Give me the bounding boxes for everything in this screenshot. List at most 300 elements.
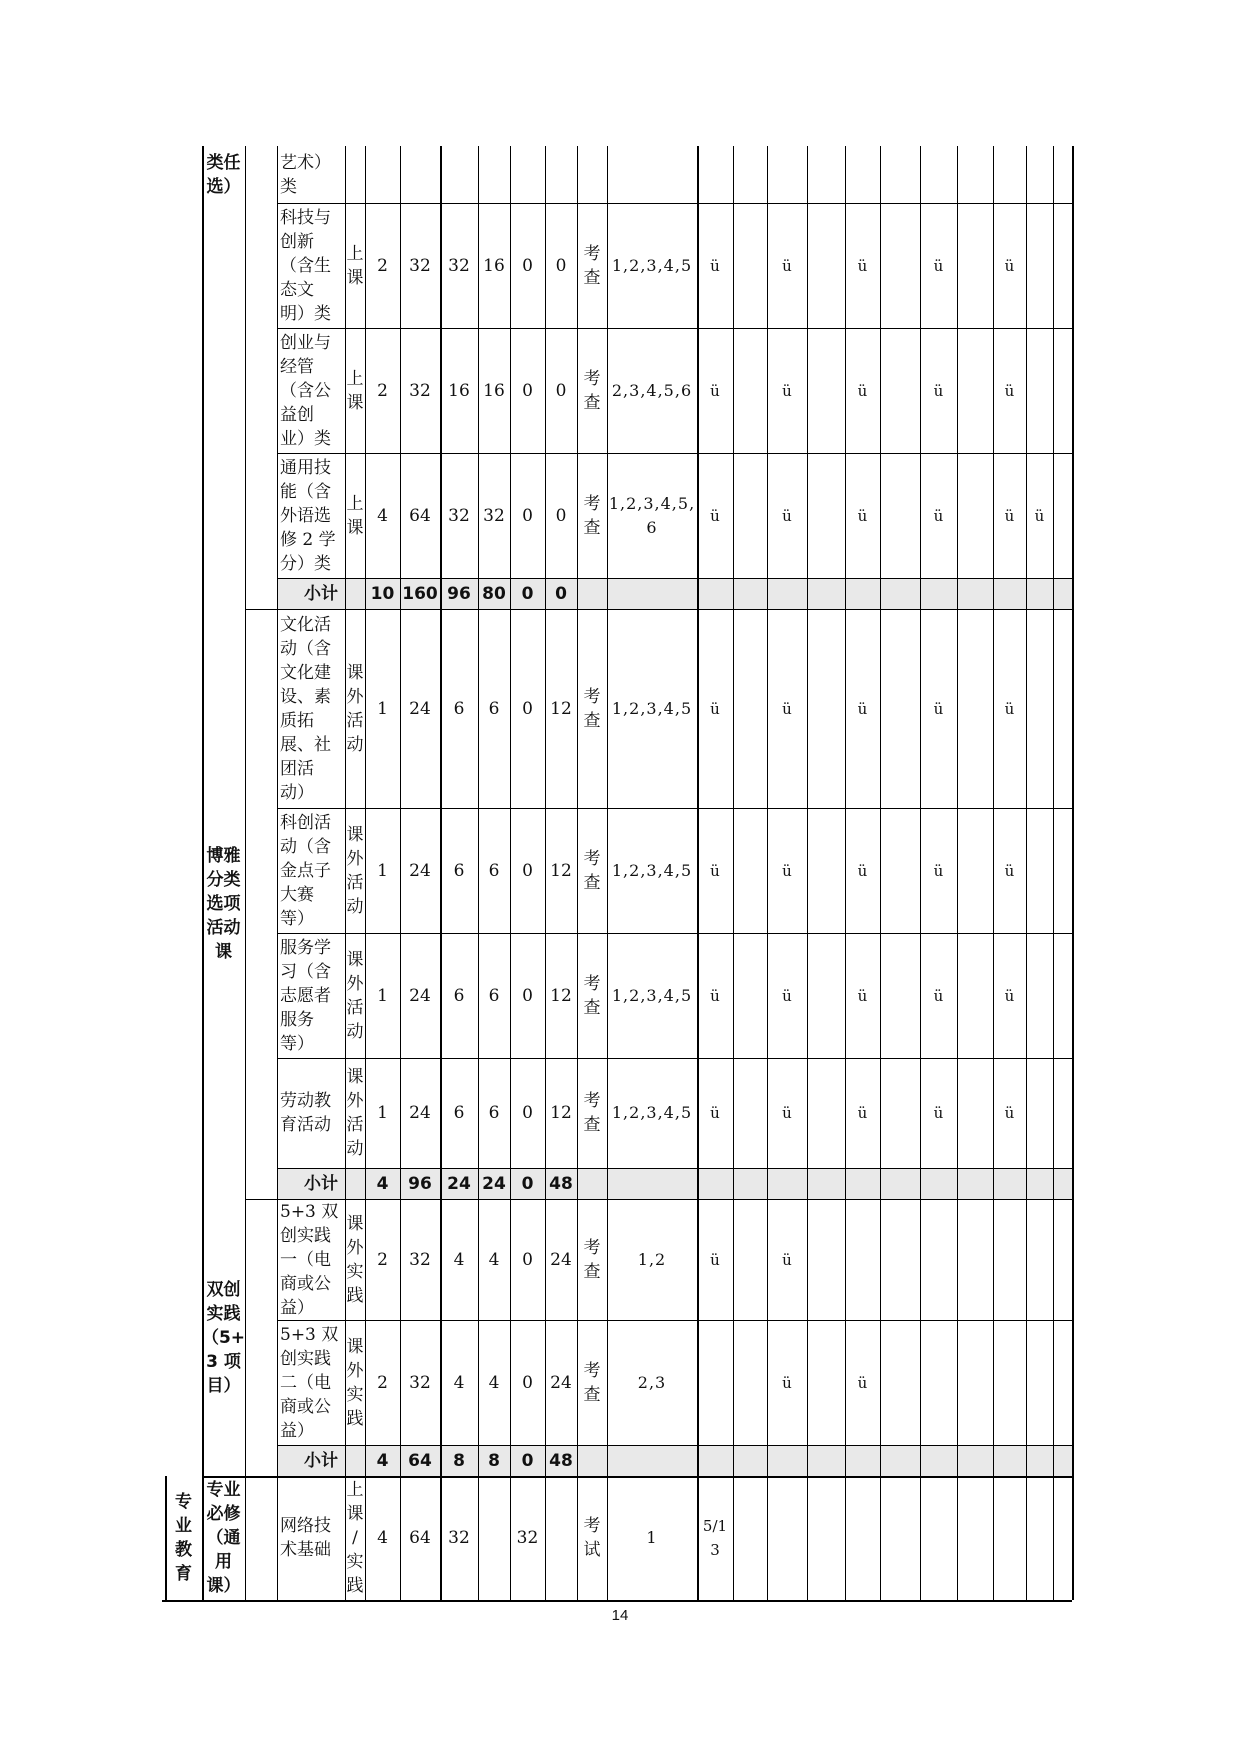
subtotal-label bbox=[277, 1445, 365, 1476]
course-lecture-hours bbox=[440, 808, 478, 933]
subtotal-practice bbox=[478, 578, 510, 609]
course-assessment-text: 考 查 bbox=[583, 1360, 601, 1405]
course-extra-hours bbox=[545, 328, 577, 453]
subtotal-label bbox=[277, 578, 365, 609]
course-name bbox=[277, 453, 345, 578]
grid-line-v bbox=[957, 146, 958, 1600]
semester-mark-text: ü bbox=[1004, 506, 1015, 525]
course-lecture-hours-text: 6 bbox=[453, 698, 465, 719]
course-extra-hours bbox=[545, 1199, 577, 1320]
course-practice-hours-text: 16 bbox=[483, 255, 505, 276]
course-extra-hours bbox=[545, 933, 577, 1058]
semester-mark bbox=[920, 453, 957, 578]
course-credits bbox=[365, 1320, 400, 1445]
course-hours bbox=[400, 609, 440, 808]
course-hours-text: 24 bbox=[409, 698, 431, 719]
course-terms bbox=[607, 328, 697, 453]
course-type bbox=[345, 453, 365, 578]
course-name-text: 科技与 创新 （含生 态文 明）类 bbox=[280, 207, 331, 324]
course-terms-text: 1,2 bbox=[637, 1249, 667, 1269]
course-type bbox=[345, 1058, 365, 1168]
category-top-fragment-text: 类任 选） bbox=[206, 152, 241, 197]
subtotal-practice-text: 80 bbox=[482, 583, 506, 604]
semester-mark-text: ü bbox=[710, 256, 720, 275]
subtotal-label-text: 小计 bbox=[304, 583, 338, 604]
semester-mark bbox=[697, 1199, 733, 1320]
semester-mark-text: ü bbox=[857, 1104, 868, 1122]
grid-line-v bbox=[807, 146, 808, 1600]
subtotal-practice-text: 8 bbox=[488, 1450, 500, 1471]
course-lab-hours-text: 0 bbox=[522, 860, 533, 881]
course-credits-text: 2 bbox=[377, 380, 388, 401]
course-credits-text: 4 bbox=[377, 505, 388, 526]
course-assessment bbox=[577, 203, 607, 328]
semester-mark-text: ü bbox=[782, 861, 792, 880]
course-credits-text: 1 bbox=[377, 860, 388, 881]
course-hours bbox=[400, 1199, 440, 1320]
subtotal-credits bbox=[365, 1168, 400, 1199]
course-lab-hours-text: 0 bbox=[522, 1103, 533, 1123]
course-name bbox=[277, 328, 345, 453]
course-credits bbox=[365, 808, 400, 933]
course-practice-hours-text: 6 bbox=[488, 860, 500, 881]
subtotal-label bbox=[277, 1168, 365, 1199]
subtotal-practice-text: 24 bbox=[482, 1173, 506, 1194]
course-lab-hours bbox=[510, 146, 545, 203]
subtotal-lab-text: 0 bbox=[521, 1173, 534, 1194]
subtotal-label-text: 小计 bbox=[304, 1450, 338, 1471]
course-hours-text: 32 bbox=[409, 255, 431, 276]
subtotal-lab-text: 0 bbox=[521, 1450, 534, 1471]
course-hours-text: 32 bbox=[409, 1372, 431, 1393]
semester-mark bbox=[845, 203, 880, 328]
course-lecture-hours-text: 32 bbox=[448, 255, 470, 276]
course-assessment-text: 考 查 bbox=[583, 1237, 601, 1282]
subtotal-lecture-text: 8 bbox=[453, 1450, 465, 1471]
course-hours bbox=[400, 1058, 440, 1168]
semester-mark-text: ü bbox=[933, 699, 944, 718]
semester-mark bbox=[767, 933, 807, 1058]
course-terms bbox=[607, 1476, 697, 1600]
semester-mark-text: 5/1 3 bbox=[702, 1517, 728, 1559]
semester-mark-text: ü bbox=[857, 506, 868, 525]
course-practice-hours bbox=[478, 933, 510, 1058]
course-extra-hours bbox=[545, 1058, 577, 1168]
category-zhuanye bbox=[165, 1476, 202, 1600]
semester-mark-text: ü bbox=[782, 1250, 792, 1269]
course-type bbox=[345, 808, 365, 933]
course-name-text: 艺术） 类 bbox=[280, 152, 331, 197]
semester-mark bbox=[767, 808, 807, 933]
course-hours bbox=[400, 203, 440, 328]
semester-mark-text: ü bbox=[1004, 699, 1015, 718]
semester-mark-text: ü bbox=[857, 986, 868, 1005]
grid-line-v bbox=[733, 146, 734, 1600]
course-lab-hours bbox=[510, 1058, 545, 1168]
course-lab-hours bbox=[510, 1476, 545, 1600]
course-type-text: 上 课 / 实 践 bbox=[346, 1480, 364, 1596]
course-extra-hours bbox=[545, 203, 577, 328]
course-terms bbox=[607, 609, 697, 808]
semester-mark bbox=[993, 328, 1026, 453]
semester-mark-text: ü bbox=[710, 381, 720, 400]
course-name bbox=[277, 1058, 345, 1168]
subtotal-extra-text: 48 bbox=[549, 1450, 573, 1471]
course-terms-text: 1,2,3,4,5 bbox=[611, 255, 693, 275]
semester-mark bbox=[697, 808, 733, 933]
course-lab-hours bbox=[510, 203, 545, 328]
course-credits bbox=[365, 609, 400, 808]
course-terms bbox=[607, 808, 697, 933]
course-lab-hours bbox=[510, 1320, 545, 1445]
subtotal-hours bbox=[400, 1445, 440, 1476]
course-type-text: 课 外 活 动 bbox=[346, 662, 364, 755]
semester-mark bbox=[767, 328, 807, 453]
subtotal-hours-text: 96 bbox=[408, 1173, 432, 1194]
semester-mark-text: ü bbox=[933, 986, 944, 1005]
semester-mark-text: ü bbox=[933, 861, 944, 880]
course-practice-hours-text: 6 bbox=[488, 985, 500, 1006]
grid-line-v bbox=[1053, 146, 1054, 1600]
course-extra-hours-text: 12 bbox=[550, 860, 572, 881]
course-name bbox=[277, 933, 345, 1058]
course-lecture-hours-text: 16 bbox=[448, 380, 470, 401]
semester-mark bbox=[845, 609, 880, 808]
course-credits bbox=[365, 328, 400, 453]
course-practice-hours bbox=[478, 203, 510, 328]
course-type bbox=[345, 1476, 365, 1600]
subtotal-hours-text: 64 bbox=[408, 1450, 432, 1471]
course-name-text: 文化活 动（含 文化建 设、素 质拓 展、社 团活 动） bbox=[280, 614, 331, 803]
semester-mark bbox=[920, 609, 957, 808]
course-name-text: 服务学 习（含 志愿者 服务 等） bbox=[280, 937, 331, 1054]
semester-mark-text: ü bbox=[710, 699, 720, 718]
semester-mark-text: ü bbox=[710, 861, 720, 880]
subtotal-lecture-text: 96 bbox=[447, 583, 471, 604]
course-practice-hours bbox=[478, 328, 510, 453]
subtotal-label-text: 小计 bbox=[304, 1173, 338, 1194]
course-type bbox=[345, 203, 365, 328]
semester-mark bbox=[767, 1199, 807, 1320]
semester-mark bbox=[767, 1058, 807, 1168]
course-credits-text: 4 bbox=[377, 1528, 388, 1548]
subtotal-extra bbox=[545, 578, 577, 609]
course-practice-hours-text: 6 bbox=[488, 1103, 500, 1123]
course-type bbox=[345, 328, 365, 453]
course-hours bbox=[400, 808, 440, 933]
course-assessment bbox=[577, 328, 607, 453]
semester-mark bbox=[697, 1058, 733, 1168]
semester-mark-text: ü bbox=[1004, 256, 1015, 275]
course-hours bbox=[400, 328, 440, 453]
course-assessment bbox=[577, 609, 607, 808]
course-lecture-hours bbox=[440, 146, 478, 203]
subtotal-extra-text: 48 bbox=[549, 1173, 573, 1194]
category-boya-text: 博雅 分类 选项 活动 课 bbox=[206, 846, 241, 962]
subtotal-lecture bbox=[440, 578, 478, 609]
category-boya bbox=[202, 609, 245, 1199]
course-extra-hours-text: 0 bbox=[555, 380, 567, 401]
semester-mark-text: ü bbox=[1004, 861, 1015, 880]
course-hours bbox=[400, 933, 440, 1058]
subtotal-lecture bbox=[440, 1445, 478, 1476]
course-terms bbox=[607, 1058, 697, 1168]
semester-mark-text: ü bbox=[782, 1104, 792, 1122]
subtotal-extra bbox=[545, 1445, 577, 1476]
course-lab-hours-text: 0 bbox=[522, 1249, 533, 1270]
course-credits bbox=[365, 933, 400, 1058]
course-terms-text: 1,2,3,4,5 bbox=[611, 985, 693, 1005]
semester-mark bbox=[697, 1476, 733, 1600]
course-lecture-hours bbox=[440, 609, 478, 808]
course-lecture-hours-text: 4 bbox=[453, 1372, 465, 1393]
course-practice-hours bbox=[478, 453, 510, 578]
course-credits-text: 2 bbox=[377, 1372, 388, 1393]
course-assessment-text: 考 查 bbox=[583, 973, 601, 1018]
course-assessment-text: 考 查 bbox=[583, 848, 601, 893]
course-type-text: 上 课 bbox=[346, 493, 364, 538]
grid-line-v bbox=[245, 146, 246, 1600]
semester-mark bbox=[920, 328, 957, 453]
course-practice-hours bbox=[478, 1199, 510, 1320]
course-assessment bbox=[577, 146, 607, 203]
course-lab-hours bbox=[510, 453, 545, 578]
course-name-text: 5+3 双 创实践 一（电 商或公 益） bbox=[280, 1201, 339, 1318]
course-type bbox=[345, 146, 365, 203]
category-shuangchuang bbox=[202, 1199, 245, 1476]
course-practice-hours-text: 4 bbox=[488, 1372, 500, 1393]
semester-mark-text: ü bbox=[782, 699, 792, 718]
semester-mark bbox=[697, 328, 733, 453]
semester-mark bbox=[920, 1058, 957, 1168]
course-lab-hours-text: 0 bbox=[522, 698, 533, 719]
subtotal-credits-text: 4 bbox=[376, 1450, 389, 1471]
course-lab-hours bbox=[510, 1199, 545, 1320]
semester-mark bbox=[993, 453, 1026, 578]
course-lecture-hours-text: 4 bbox=[453, 1249, 465, 1270]
course-type-text: 课 外 实 践 bbox=[346, 1336, 364, 1429]
course-name bbox=[277, 808, 345, 933]
course-practice-hours bbox=[478, 1476, 510, 1600]
course-extra-hours bbox=[545, 453, 577, 578]
course-terms-text: 2,3 bbox=[637, 1372, 667, 1392]
course-credits-text: 1 bbox=[377, 698, 388, 719]
course-lab-hours bbox=[510, 609, 545, 808]
course-assessment bbox=[577, 1476, 607, 1600]
course-assessment bbox=[577, 1199, 607, 1320]
course-type bbox=[345, 933, 365, 1058]
course-terms bbox=[607, 146, 697, 203]
course-hours-text: 24 bbox=[409, 860, 431, 881]
semester-mark-text: ü bbox=[782, 256, 792, 275]
course-practice-hours-text: 32 bbox=[483, 505, 505, 526]
course-practice-hours bbox=[478, 609, 510, 808]
course-extra-hours-text: 0 bbox=[555, 255, 567, 276]
semester-mark bbox=[993, 808, 1026, 933]
semester-mark bbox=[845, 1320, 880, 1445]
course-terms-text: 1,2,3,4,5, 6 bbox=[608, 493, 696, 537]
semester-mark-text: ü bbox=[710, 506, 720, 525]
course-lab-hours-text: 0 bbox=[522, 985, 533, 1006]
course-credits-text: 1 bbox=[377, 1103, 388, 1123]
course-extra-hours-text: 12 bbox=[550, 1103, 572, 1123]
course-credits bbox=[365, 1476, 400, 1600]
semester-mark-text: ü bbox=[710, 1104, 720, 1122]
category-top-fragment bbox=[202, 146, 245, 203]
course-hours bbox=[400, 1320, 440, 1445]
subtotal-lecture bbox=[440, 1168, 478, 1199]
subtotal-extra-text: 0 bbox=[555, 583, 567, 604]
course-lecture-hours bbox=[440, 203, 478, 328]
course-lecture-hours-text: 6 bbox=[453, 985, 465, 1006]
course-extra-hours-text: 24 bbox=[550, 1372, 572, 1393]
course-terms bbox=[607, 203, 697, 328]
subtotal-credits-text: 4 bbox=[376, 1173, 389, 1194]
course-lab-hours-text: 0 bbox=[522, 380, 533, 401]
course-lecture-hours-text: 32 bbox=[448, 1528, 470, 1548]
course-type-text: 上 课 bbox=[346, 368, 364, 413]
course-credits bbox=[365, 146, 400, 203]
course-lab-hours-text: 0 bbox=[522, 505, 533, 526]
course-assessment-text: 考 查 bbox=[583, 1091, 601, 1135]
subtotal-practice bbox=[478, 1445, 510, 1476]
course-lecture-hours-text: 32 bbox=[448, 505, 470, 526]
semester-mark bbox=[920, 808, 957, 933]
course-lab-hours-text: 0 bbox=[522, 255, 533, 276]
course-extra-hours-text: 12 bbox=[550, 698, 572, 719]
semester-mark bbox=[767, 203, 807, 328]
semester-mark bbox=[845, 1058, 880, 1168]
grid-line-v bbox=[1026, 146, 1027, 1600]
category-zhuanye-sub-text: 专业 必修 （通 用 课） bbox=[206, 1480, 241, 1596]
course-lab-hours bbox=[510, 328, 545, 453]
subtotal-extra bbox=[545, 1168, 577, 1199]
course-terms bbox=[607, 1320, 697, 1445]
semester-mark bbox=[920, 203, 957, 328]
course-hours bbox=[400, 453, 440, 578]
semester-mark bbox=[993, 933, 1026, 1058]
course-terms bbox=[607, 1199, 697, 1320]
subtotal-credits bbox=[365, 578, 400, 609]
course-extra-hours bbox=[545, 1320, 577, 1445]
semester-mark bbox=[993, 203, 1026, 328]
course-assessment bbox=[577, 808, 607, 933]
category-shuangchuang-text: 双创 实践 （5+ 3 项 目） bbox=[201, 1279, 246, 1396]
course-practice-hours-text: 6 bbox=[488, 698, 500, 719]
subtotal-lecture-text: 24 bbox=[447, 1173, 471, 1194]
course-name bbox=[277, 1320, 345, 1445]
course-hours-text: 24 bbox=[409, 1103, 431, 1123]
semester-mark bbox=[767, 453, 807, 578]
course-assessment-text: 考 试 bbox=[583, 1516, 601, 1560]
course-terms-text: 1,2,3,4,5 bbox=[611, 698, 693, 718]
course-lab-hours bbox=[510, 808, 545, 933]
course-credits-text: 2 bbox=[377, 255, 388, 276]
course-assessment bbox=[577, 1058, 607, 1168]
semester-mark bbox=[697, 203, 733, 328]
course-hours-text: 64 bbox=[409, 505, 431, 526]
subtotal-practice bbox=[478, 1168, 510, 1199]
semester-mark bbox=[993, 609, 1026, 808]
course-lecture-hours bbox=[440, 453, 478, 578]
semester-mark-text: ü bbox=[782, 1373, 792, 1392]
subtotal-hours bbox=[400, 1168, 440, 1199]
course-lecture-hours bbox=[440, 1476, 478, 1600]
course-type-text: 课 外 实 践 bbox=[346, 1213, 364, 1306]
course-assessment bbox=[577, 933, 607, 1058]
course-assessment bbox=[577, 1320, 607, 1445]
course-practice-hours bbox=[478, 146, 510, 203]
semester-mark-text: ü bbox=[710, 986, 720, 1005]
subtotal-credits bbox=[365, 1445, 400, 1476]
course-terms-text: 1,2,3,4,5 bbox=[611, 1103, 693, 1122]
semester-mark-text: ü bbox=[857, 861, 868, 880]
semester-mark-text: ü bbox=[857, 256, 868, 275]
course-practice-hours-text: 4 bbox=[488, 1249, 500, 1270]
course-assessment-text: 考 查 bbox=[583, 686, 601, 731]
course-name bbox=[277, 1476, 345, 1600]
course-name-text: 网络技 术基础 bbox=[280, 1516, 331, 1560]
course-type-text: 课 外 活 动 bbox=[346, 824, 364, 917]
semester-mark-text: ü bbox=[1004, 381, 1015, 400]
semester-mark-text: ü bbox=[857, 1373, 868, 1392]
course-type bbox=[345, 1320, 365, 1445]
course-type bbox=[345, 609, 365, 808]
course-hours bbox=[400, 146, 440, 203]
subtotal-lab-text: 0 bbox=[521, 583, 534, 604]
semester-mark bbox=[697, 453, 733, 578]
course-name-text: 创业与 经管 （含公 益创 业）类 bbox=[280, 332, 331, 449]
semester-mark bbox=[845, 328, 880, 453]
course-name bbox=[277, 203, 345, 328]
course-type-text: 课 外 活 动 bbox=[346, 949, 364, 1042]
course-type-text: 课 外 活 动 bbox=[346, 1067, 364, 1159]
subtotal-hours bbox=[400, 578, 440, 609]
course-lecture-hours-text: 6 bbox=[453, 860, 465, 881]
semester-mark bbox=[697, 609, 733, 808]
course-type-text: 上 课 bbox=[346, 243, 364, 288]
course-assessment bbox=[577, 453, 607, 578]
subtotal-lab bbox=[510, 1168, 545, 1199]
semester-mark bbox=[1026, 453, 1053, 578]
semester-mark bbox=[920, 933, 957, 1058]
semester-mark-text: ü bbox=[933, 256, 944, 275]
semester-mark bbox=[993, 1058, 1026, 1168]
semester-mark-text: ü bbox=[933, 1104, 944, 1122]
course-hours-text: 64 bbox=[409, 1528, 431, 1548]
course-credits bbox=[365, 203, 400, 328]
course-assessment-text: 考 查 bbox=[583, 368, 601, 413]
semester-mark-text: ü bbox=[933, 506, 944, 525]
course-lab-hours bbox=[510, 933, 545, 1058]
subtotal-credits-text: 10 bbox=[370, 583, 395, 604]
grid-line-v bbox=[1072, 146, 1074, 1600]
semester-mark bbox=[767, 609, 807, 808]
semester-mark-text: ü bbox=[782, 986, 792, 1005]
course-name-text: 5+3 双 创实践 二（电 商或公 益） bbox=[280, 1324, 339, 1441]
course-hours bbox=[400, 1476, 440, 1600]
course-extra-hours bbox=[545, 146, 577, 203]
course-lecture-hours bbox=[440, 1058, 478, 1168]
course-extra-hours-text: 0 bbox=[555, 505, 567, 526]
semester-mark-text: ü bbox=[710, 1250, 720, 1269]
course-terms-text: 1 bbox=[646, 1528, 658, 1547]
course-name-text: 劳动教 育活动 bbox=[280, 1091, 331, 1135]
course-assessment-text: 考 查 bbox=[583, 493, 601, 538]
subtotal-hours-text: 160 bbox=[402, 583, 438, 604]
course-name-text: 通用技 能（含 外语选 修 2 学 分）类 bbox=[280, 457, 336, 574]
course-practice-hours-text: 16 bbox=[483, 380, 505, 401]
